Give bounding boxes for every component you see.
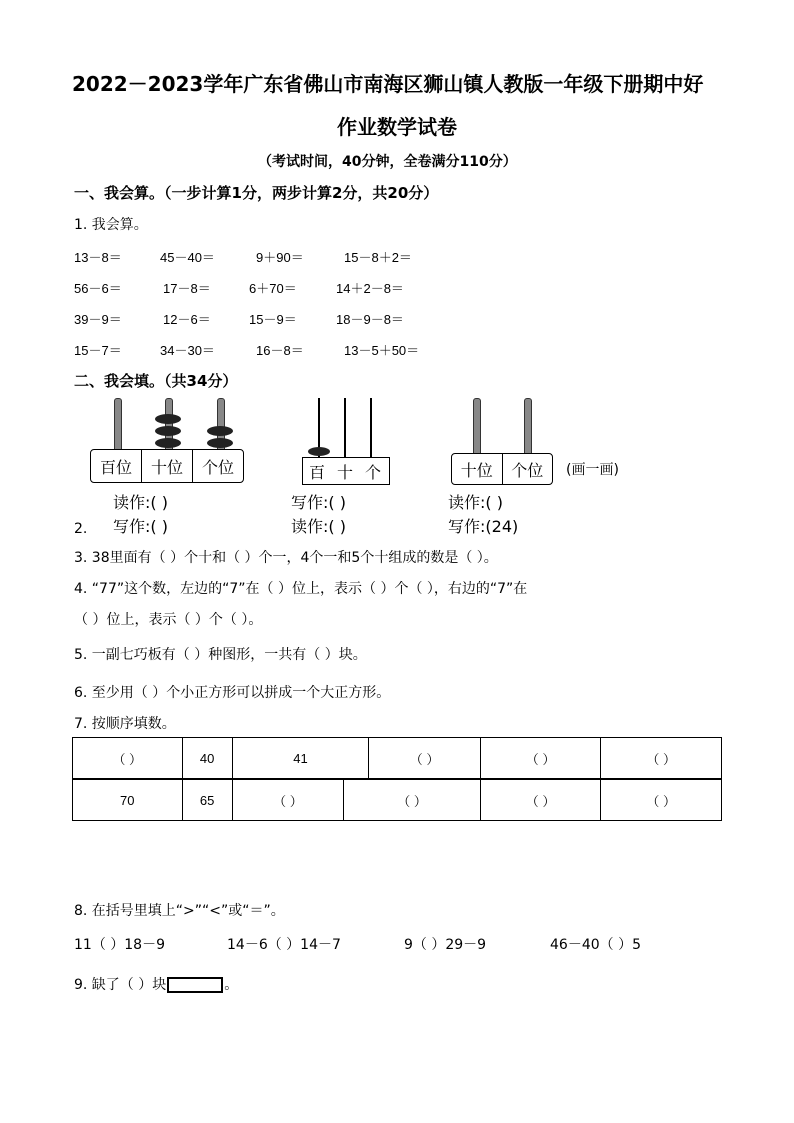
calc-item: 9＋90＝ (256, 250, 304, 265)
place-cell-ones: 个位 (201, 457, 234, 477)
calc-item: 16－8＝ (256, 343, 304, 358)
question-9 (74, 974, 238, 994)
question-4-line1: 4. “77”这个数，左边的“7”在（ ）位上，表示（ ）个（ ），右边的“7”在 (74, 581, 528, 597)
question-4-line2: （ ）位上，表示（ ）个（ ）。 (74, 612, 263, 628)
question-2-label: 2. (74, 521, 88, 537)
abacus-bead (308, 447, 330, 456)
abacus-rod (114, 398, 122, 452)
place-value-box (302, 457, 390, 485)
calc-item: 15－8＋2＝ (344, 250, 412, 265)
calc-item: 18－9－8＝ (336, 312, 404, 327)
table-cell: （ ） (601, 780, 722, 821)
calc-item: 56－6＝ (74, 281, 122, 296)
calc-item: 34－30＝ (160, 343, 215, 358)
abacus-bead (207, 426, 233, 436)
question-1-label: 1. 我会算。 (74, 217, 148, 233)
section-2-heading: 二、我会填。（共34分） (74, 372, 238, 390)
question-9-text: 9. 缺了（ ）块 (74, 977, 167, 993)
abacus-2-write: 写作:( ) (291, 493, 346, 512)
abacus-1-read: 读作:( ) (113, 493, 168, 512)
table-cell: （ ） (73, 738, 183, 779)
place-cell-tens: 十 (336, 462, 353, 482)
sequence-table (72, 737, 722, 779)
question-9-end: 。 (224, 977, 239, 993)
calc-item: 17－8＝ (163, 281, 211, 296)
abacus-rod (370, 398, 372, 458)
question-3: 3. 38里面有（ ）个十和（ ）个一，4个一和5个十组成的数是（ ）。 (74, 550, 498, 566)
table-cell: （ ） (480, 738, 601, 779)
calc-item: 14＋2－8＝ (336, 281, 404, 296)
question-7: 7. 按顺序填数。 (74, 716, 176, 732)
calc-item: 12－6＝ (163, 312, 211, 327)
paper-title-line2: 作业数学试卷 (337, 115, 457, 139)
abacus-bead (155, 414, 181, 424)
table-cell: 70 (73, 780, 183, 821)
abacus-rod (473, 398, 481, 456)
table-row (73, 738, 722, 779)
abacus-3-write: 写作:(24) (448, 517, 519, 536)
compare-item: 14－6（ ）14－7 (227, 937, 341, 953)
abacus-bead (207, 438, 233, 448)
abacus-rod (344, 398, 346, 458)
abacus-rod (524, 398, 532, 456)
table-row (73, 780, 722, 821)
table-cell: （ ） (344, 780, 481, 821)
place-cell-tens: 十位 (452, 454, 503, 484)
place-cell-hundreds: 百 (308, 462, 325, 482)
abacus-3-draw-note: (画一画) (566, 462, 619, 478)
abacus-3-read: 读作:( ) (448, 493, 503, 512)
calc-item: 45－40＝ (160, 250, 215, 265)
calc-item: 6＋70＝ (249, 281, 297, 296)
table-cell: （ ） (480, 780, 601, 821)
question-5: 5. 一副七巧板有（ ）种图形，一共有（ ）块。 (74, 647, 367, 663)
table-cell: （ ） (601, 738, 722, 779)
calc-item: 15－9＝ (249, 312, 297, 327)
calc-item: 15－7＝ (74, 343, 122, 358)
abacus-bead (155, 438, 181, 448)
paper-title-line1: 2022－2023学年广东省佛山市南海区狮山镇人教版一年级下册期中好 (72, 72, 704, 96)
calc-item: 13－5＋50＝ (344, 343, 420, 358)
compare-item: 9（ ）29－9 (404, 937, 487, 953)
table-cell: 65 (182, 780, 232, 821)
compare-item: 46－40（ ）5 (550, 937, 641, 953)
paper-subtitle: （考试时间，40分钟，全卷满分110分） (258, 154, 517, 170)
abacus-1-write: 写作:( ) (113, 517, 168, 536)
abacus-bead (155, 426, 181, 436)
place-value-box (90, 449, 244, 483)
question-8: 8. 在括号里填上“>”“<”或“＝”。 (74, 903, 285, 919)
missing-block-shape (167, 977, 223, 993)
abacus-2-read: 读作:( ) (291, 517, 346, 536)
table-cell: 41 (232, 738, 369, 779)
place-cell-ones: 个 (364, 462, 381, 482)
sequence-table-row-2 (72, 779, 722, 821)
table-cell: （ ） (232, 780, 344, 821)
compare-item: 11（ ）18－9 (74, 937, 165, 953)
place-value-box (451, 453, 553, 485)
table-cell: 40 (182, 738, 232, 779)
place-cell-tens: 十位 (142, 450, 193, 482)
calc-item: 13－8＝ (74, 250, 122, 265)
question-6: 6. 至少用（ ）个小正方形可以拼成一个大正方形。 (74, 685, 391, 701)
table-cell: （ ） (369, 738, 481, 779)
place-cell-hundreds: 百位 (91, 450, 142, 482)
place-cell-ones: 个位 (511, 460, 544, 480)
section-1-heading: 一、我会算。（一步计算1分，两步计算2分，共20分） (74, 184, 439, 202)
calc-item: 39－9＝ (74, 312, 122, 327)
